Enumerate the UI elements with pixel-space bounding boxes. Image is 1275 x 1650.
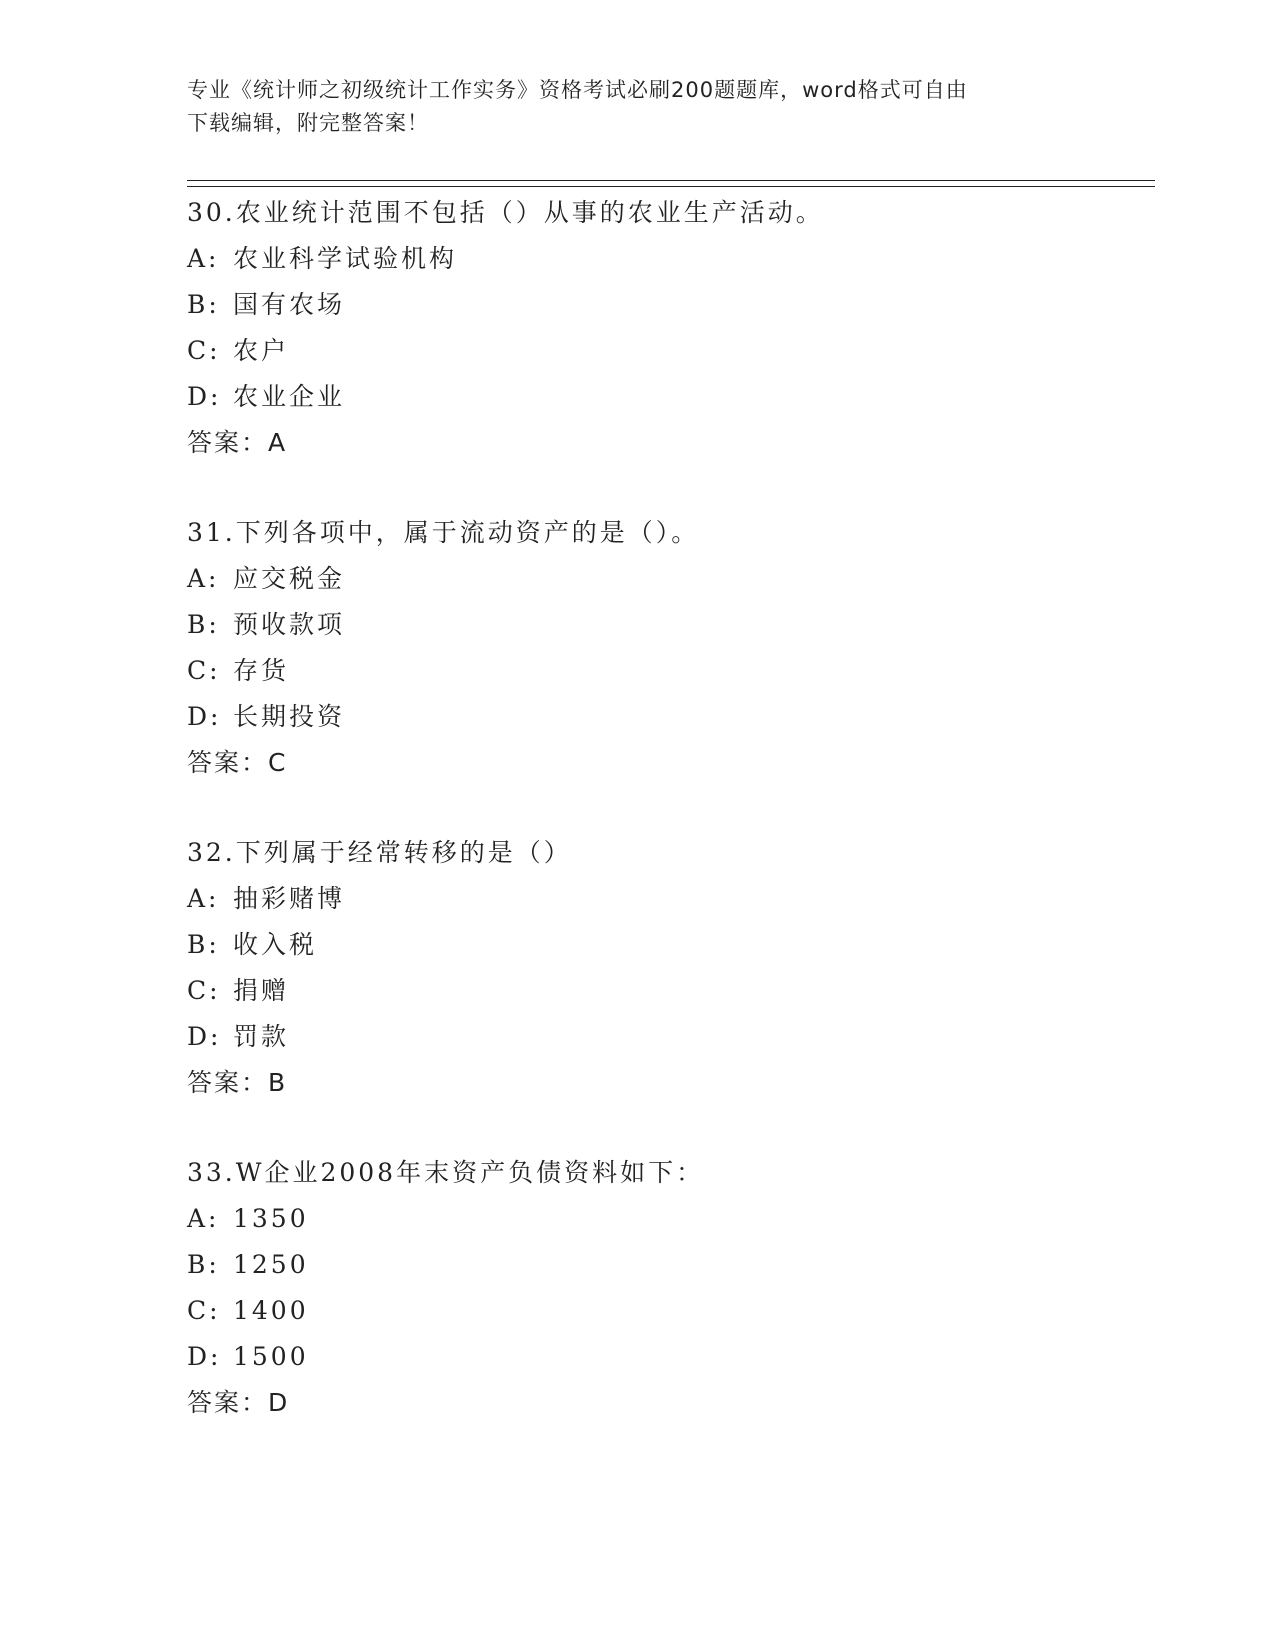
option-text: 农业科学试验机构 <box>233 244 458 273</box>
question-33 <box>187 1150 1155 1426</box>
option-text: 捐赠 <box>233 976 290 1005</box>
option-c <box>187 328 1155 374</box>
option-letter: A: <box>187 884 220 913</box>
header-line-1: 专业《统计师之初级统计工作实务》资格考试必刷200题题库，word格式可自由 <box>187 78 968 102</box>
answer-line: 答案：D <box>187 1388 290 1417</box>
option-text: 农户 <box>233 336 290 365</box>
option-letter: B: <box>187 610 220 639</box>
option-text: 国有农场 <box>233 290 346 319</box>
question-stem: 30.农业统计范围不包括（）从事的农业生产活动。 <box>187 198 824 227</box>
option-letter: B: <box>187 290 220 319</box>
option-text: 农业企业 <box>233 382 346 411</box>
option-a <box>187 556 1155 602</box>
option-b <box>187 1242 1155 1288</box>
option-letter: B: <box>187 930 220 959</box>
question-32 <box>187 830 1155 1106</box>
option-letter: D: <box>187 1342 222 1371</box>
option-b <box>187 602 1155 648</box>
header-divider <box>187 180 1155 187</box>
option-a <box>187 1196 1155 1242</box>
question-31 <box>187 510 1155 786</box>
option-text: 1250 <box>233 1250 309 1279</box>
option-text: 收入税 <box>233 930 318 959</box>
option-text: 1500 <box>233 1342 309 1371</box>
option-text: 长期投资 <box>233 702 346 731</box>
option-letter: D: <box>187 382 222 411</box>
question-list <box>187 190 1155 1470</box>
option-letter: C: <box>187 1296 221 1325</box>
answer-line: 答案：C <box>187 748 288 777</box>
document-header <box>187 74 1087 140</box>
option-b <box>187 922 1155 968</box>
option-d <box>187 694 1155 740</box>
option-letter: A: <box>187 1204 220 1233</box>
option-letter: A: <box>187 244 220 273</box>
option-letter: C: <box>187 976 221 1005</box>
option-a <box>187 876 1155 922</box>
option-d <box>187 1334 1155 1380</box>
option-d <box>187 374 1155 420</box>
option-text: 1400 <box>233 1296 309 1325</box>
option-text: 1350 <box>233 1204 309 1233</box>
question-stem: 32.下列属于经常转移的是（） <box>187 838 572 867</box>
option-letter: A: <box>187 564 220 593</box>
option-text: 应交税金 <box>233 564 346 593</box>
option-d <box>187 1014 1155 1060</box>
option-letter: B: <box>187 1250 220 1279</box>
answer-line: 答案：A <box>187 428 288 457</box>
option-a <box>187 236 1155 282</box>
option-text: 预收款项 <box>233 610 346 639</box>
option-c <box>187 648 1155 694</box>
option-text: 抽彩赌博 <box>233 884 346 913</box>
option-letter: D: <box>187 702 222 731</box>
question-stem: 33.W企业2008年末资产负债资料如下： <box>187 1158 705 1187</box>
header-line-2: 下载编辑，附完整答案！ <box>187 111 429 135</box>
option-letter: D: <box>187 1022 222 1051</box>
question-stem: 31.下列各项中，属于流动资产的是（）。 <box>187 518 700 547</box>
option-c <box>187 1288 1155 1334</box>
answer-line: 答案：B <box>187 1068 288 1097</box>
option-letter: C: <box>187 656 221 685</box>
option-text: 罚款 <box>233 1022 290 1051</box>
option-letter: C: <box>187 336 221 365</box>
option-b <box>187 282 1155 328</box>
option-c <box>187 968 1155 1014</box>
question-30 <box>187 190 1155 466</box>
option-text: 存货 <box>233 656 290 685</box>
